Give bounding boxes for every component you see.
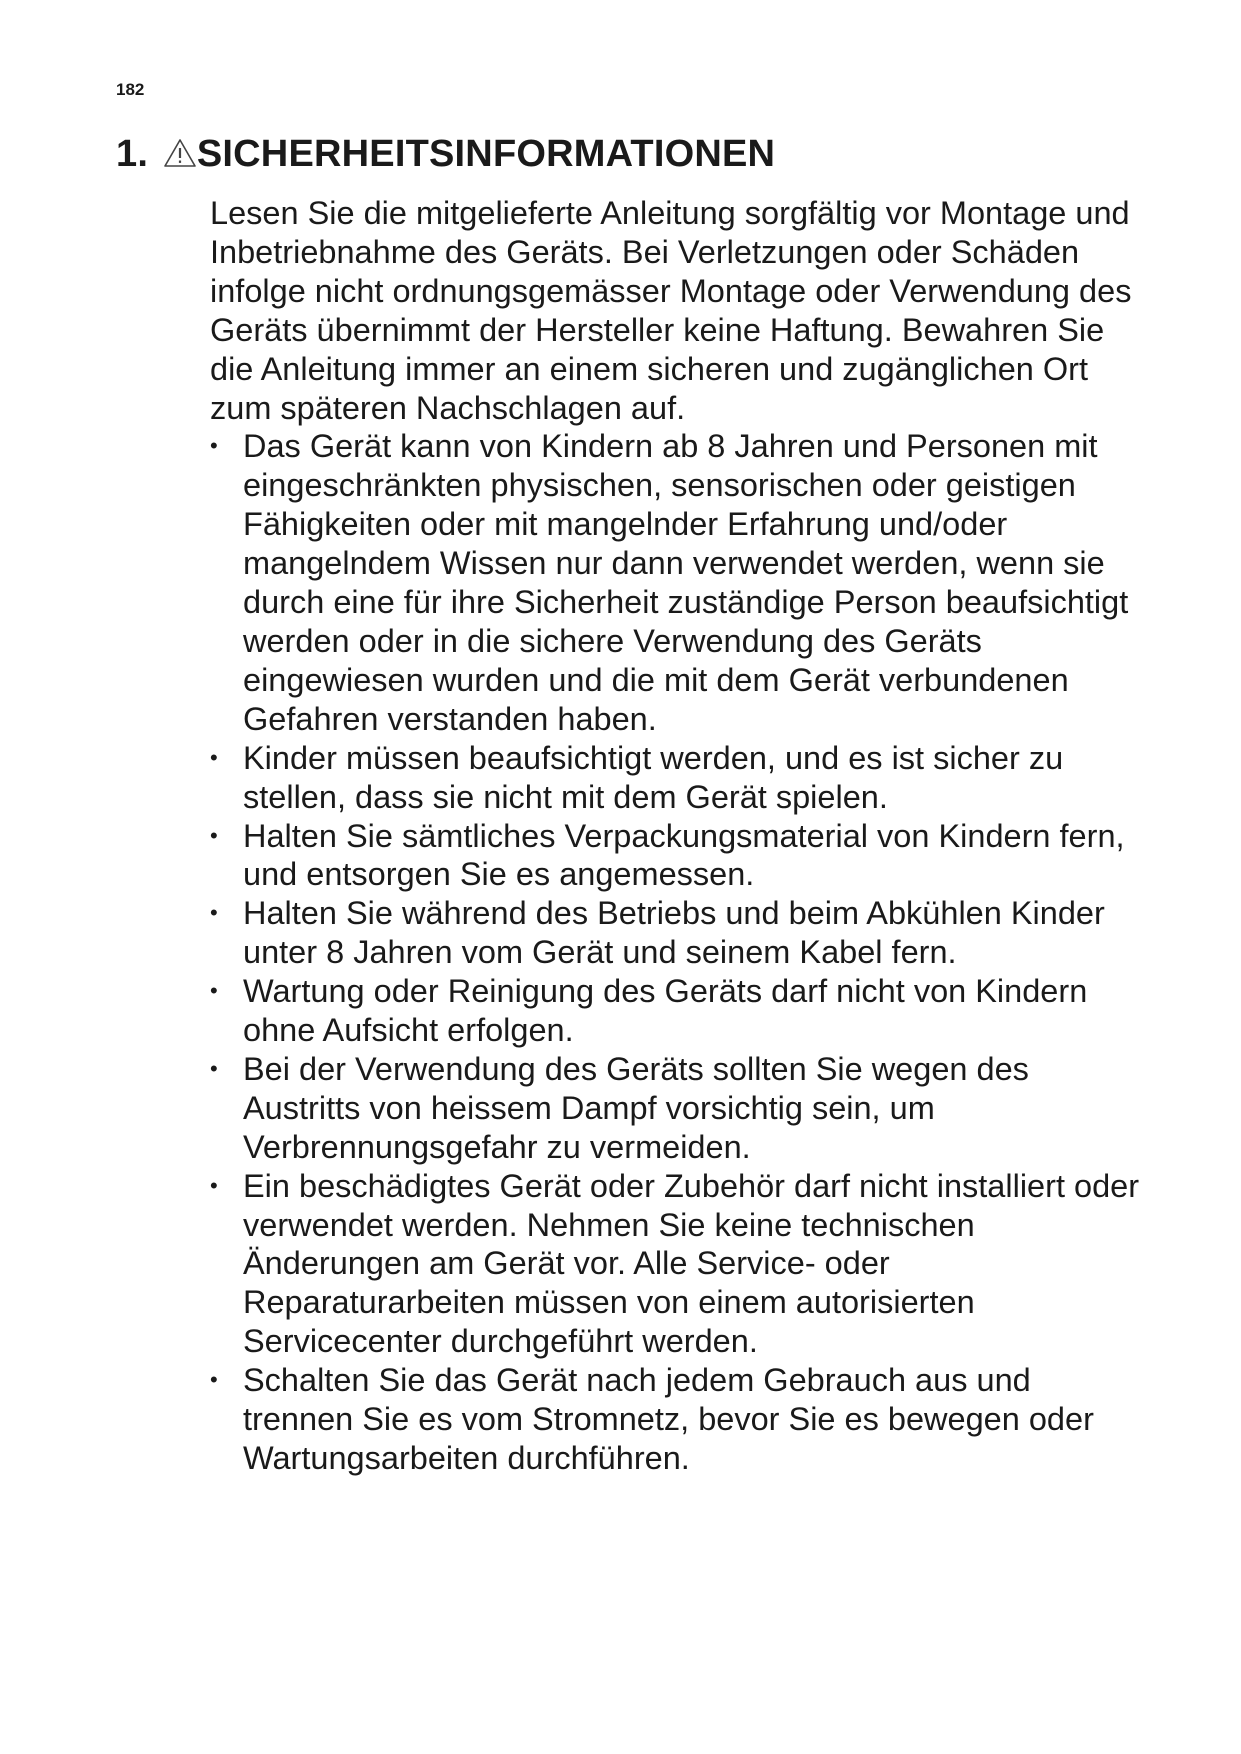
bullet-icon: • xyxy=(210,1172,218,1198)
page-number: 182 xyxy=(116,80,145,99)
bullet-icon: • xyxy=(210,433,218,459)
list-item xyxy=(210,894,1140,972)
intro-paragraph: Lesen Sie die mitgelieferte Anleitung sorgfältig vor Montage und Inbetriebnahme des Geräts. Bei Verletzungen oder Schäden infolge nicht ordnungsgemässer Montage oder Verwendung des Geräts übernimmt der Hersteller keine Haftung. Bewahren Sie die Anleitung immer an einem sicheren und zugänglichen Ort zum späteren Nachschlagen auf. xyxy=(210,195,1132,426)
section-heading xyxy=(116,132,775,176)
warning-triangle-icon xyxy=(163,138,197,168)
bullet-icon: • xyxy=(210,1055,218,1081)
safety-bullet-list xyxy=(210,427,1140,1477)
list-item-text: Bei der Verwendung des Geräts sollten Sie wegen des Austritts von heissem Dampf vorsichtig sein, um Verbrennungsgefahr zu vermeiden. xyxy=(243,1050,1029,1165)
list-item xyxy=(210,972,1140,1050)
list-item-text: Wartung oder Reinigung des Geräts darf nicht von Kindern ohne Aufsicht erfolgen. xyxy=(243,973,1088,1049)
bullet-icon: • xyxy=(210,1367,218,1393)
list-item-text: Kinder müssen beaufsichtigt werden, und es ist sicher zu stellen, dass sie nicht mit dem Gerät spielen. xyxy=(243,739,1064,815)
list-item-text: Ein beschädigtes Gerät oder Zubehör darf nicht installiert oder verwendet werden. Nehmen Sie keine technischen Änderungen am Gerät vor. Alle Service- oder Reparaturarbeiten müssen von einem autorisierten Servicecenter durchgeführt werden. xyxy=(243,1167,1140,1360)
list-item xyxy=(210,427,1140,738)
section-body xyxy=(210,194,1140,1478)
list-item-text: Schalten Sie das Gerät nach jedem Gebrauch aus und trennen Sie es vom Stromnetz, bevor Sie es bewegen oder Wartungsarbeiten durchführen. xyxy=(243,1362,1094,1476)
bullet-icon: • xyxy=(210,900,218,926)
list-item xyxy=(210,1050,1140,1167)
list-item xyxy=(210,739,1140,817)
section-number: 1. xyxy=(116,133,149,175)
list-item-text: Halten Sie sämtliches Verpackungsmaterial von Kindern fern, und entsorgen Sie es angemessen. xyxy=(243,817,1125,893)
bullet-icon: • xyxy=(210,744,218,770)
bullet-icon: • xyxy=(210,822,218,848)
list-item-text: Halten Sie während des Betriebs und beim Abkühlen Kinder unter 8 Jahren vom Gerät und seinem Kabel fern. xyxy=(243,895,1105,971)
list-item xyxy=(210,817,1140,895)
bullet-icon: • xyxy=(210,978,218,1004)
list-item-text: Das Gerät kann von Kindern ab 8 Jahren und Personen mit eingeschränkten physischen, sensorischen oder geistigen Fähigkeiten oder mit mangelnder Erfahrung und/oder mangelndem Wissen nur dann verwendet werden, wenn sie durch eine für ihre Sicherheit zuständige Person beaufsichtigt werden oder in die sichere Verwendung des Geräts eingewiesen wurden und die mit dem Gerät verbundenen Gefahren verstanden haben. xyxy=(243,428,1129,737)
section-title: SICHERHEITSINFORMATIONEN xyxy=(196,133,776,175)
list-item xyxy=(210,1167,1140,1362)
list-item xyxy=(210,1361,1140,1478)
